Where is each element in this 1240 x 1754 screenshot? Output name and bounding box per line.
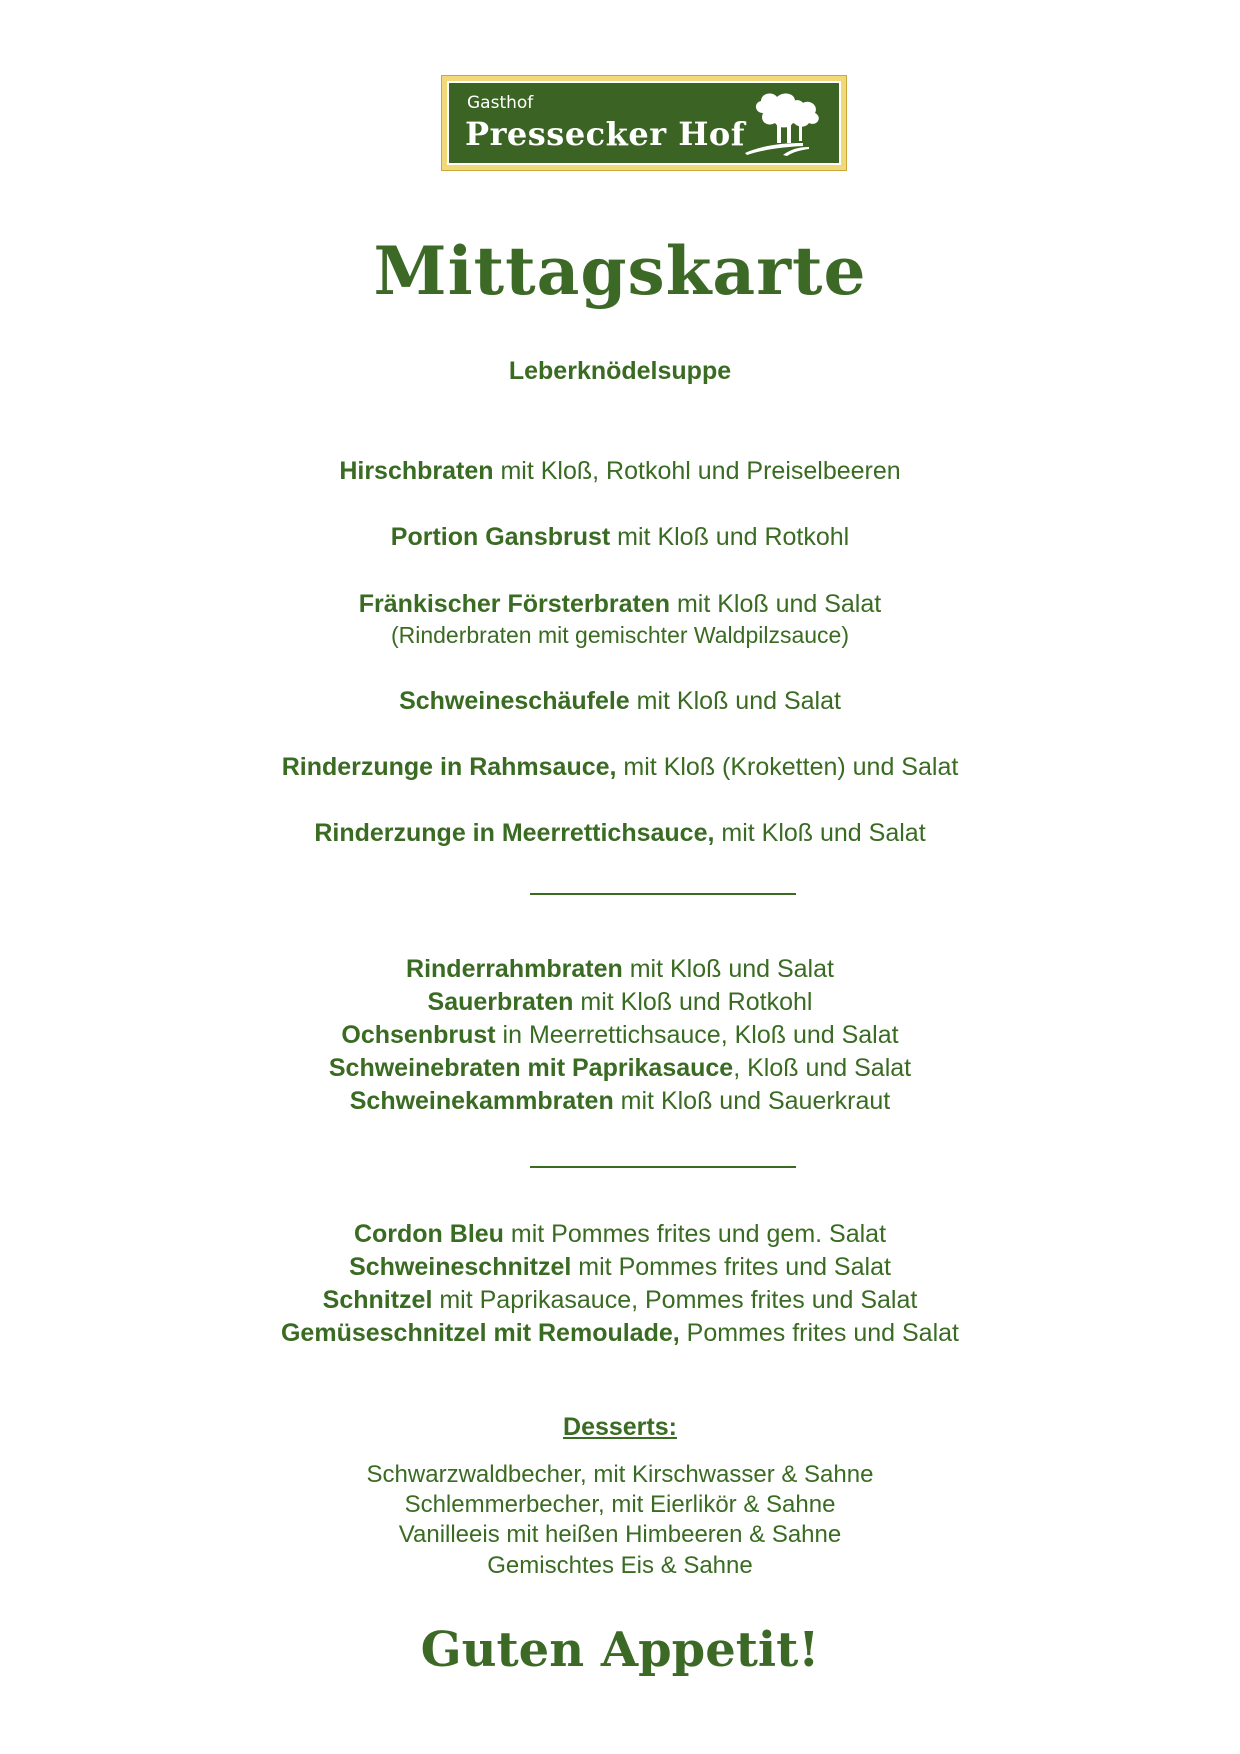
dish-name: Hirschbraten bbox=[339, 457, 494, 485]
page-title: Mittagskarte bbox=[373, 232, 867, 310]
menu-item bbox=[0, 1252, 1240, 1282]
dessert-item: Vanilleeis mit heißen Himbeeren & Sahne bbox=[398, 1521, 842, 1548]
menu-item bbox=[0, 1086, 1240, 1116]
dish-name: Schnitzel bbox=[322, 1286, 433, 1314]
dish-name: Portion Gansbrust bbox=[390, 523, 611, 551]
dish-name: Fränkischer Försterbraten bbox=[358, 590, 670, 618]
dish-name: Cordon Bleu bbox=[353, 1220, 504, 1248]
closing-greeting: Guten Appetit! bbox=[420, 1622, 820, 1678]
logo-panel bbox=[447, 81, 841, 165]
dish-sides: mit Pommes frites und Salat bbox=[571, 1253, 891, 1281]
section-divider bbox=[530, 1166, 796, 1168]
dish-sides: mit Kloß und Salat bbox=[629, 687, 841, 715]
dish-sides: mit Kloß, Rotkohl und Preiselbeeren bbox=[493, 457, 901, 485]
dish-sides: mit Kloß und Salat bbox=[670, 590, 882, 618]
menu-item bbox=[0, 752, 1240, 782]
dish-name: Gemüseschnitzel mit Remoulade, bbox=[280, 1319, 680, 1347]
dish-sides: mit Paprikasauce, Pommes frites und Salat bbox=[432, 1286, 918, 1314]
dish-name: Schweineschnitzel bbox=[349, 1253, 572, 1281]
menu-item bbox=[0, 1285, 1240, 1315]
menu-item bbox=[0, 1318, 1240, 1348]
dish-name: Ochsenbrust bbox=[341, 1021, 496, 1049]
dish-sides: mit Kloß und Rotkohl bbox=[573, 988, 813, 1016]
menu-item bbox=[0, 686, 1240, 716]
menu-item bbox=[0, 818, 1240, 848]
menu-item bbox=[0, 1219, 1240, 1249]
dish-name: Schweinebraten mit Paprikasauce bbox=[328, 1054, 734, 1082]
logo-name: Pressecker Hof bbox=[465, 115, 746, 153]
dish-name: Schweineschäufele bbox=[399, 687, 630, 715]
menu-item bbox=[0, 987, 1240, 1017]
menu-item bbox=[0, 456, 1240, 486]
dish-name: Rinderzunge in Rahmsauce, bbox=[281, 753, 617, 781]
dish-name: Schweinekammbraten bbox=[349, 1087, 614, 1115]
dish-sides: in Meerrettichsauce, Kloß und Salat bbox=[495, 1021, 899, 1049]
menu-item bbox=[0, 589, 1240, 619]
dish-sides: , Kloß und Salat bbox=[733, 1054, 912, 1082]
dish-sides: mit Kloß und Salat bbox=[622, 955, 834, 983]
logo-sign bbox=[441, 75, 847, 171]
dessert-item: Schwarzwaldbecher, mit Kirschwasser & Sahne bbox=[366, 1461, 874, 1488]
dessert-item: Gemischtes Eis & Sahne bbox=[487, 1552, 753, 1579]
logo-small-text: Gasthof bbox=[467, 93, 534, 113]
section-divider bbox=[530, 893, 796, 895]
dish-name: Rinderzunge in Meerrettichsauce, bbox=[314, 819, 715, 847]
dish-note: (Rinderbraten mit gemischter Waldpilzsauce) bbox=[390, 622, 850, 648]
dish-sides: mit Kloß und Rotkohl bbox=[610, 523, 850, 551]
menu-item bbox=[0, 522, 1240, 552]
dish-sides: mit Kloß und Sauerkraut bbox=[613, 1087, 891, 1115]
dish-sides: mit Pommes frites und gem. Salat bbox=[503, 1220, 887, 1248]
dish-sides: Pommes frites und Salat bbox=[679, 1319, 959, 1347]
menu-item bbox=[0, 1020, 1240, 1050]
dish-sides: mit Kloß und Salat bbox=[714, 819, 926, 847]
dessert-item: Schlemmerbecher, mit Eierlikör & Sahne bbox=[404, 1491, 836, 1518]
desserts-heading: Desserts: bbox=[563, 1413, 677, 1441]
dish-name: Rinderrahmbraten bbox=[406, 955, 623, 983]
tree-landscape-icon bbox=[743, 91, 825, 157]
dish-name: Sauerbraten bbox=[427, 988, 574, 1016]
menu-item bbox=[0, 954, 1240, 984]
menu-item bbox=[0, 1053, 1240, 1083]
dish-sides: mit Kloß (Kroketten) und Salat bbox=[616, 753, 959, 781]
soup-item: Leberknödelsuppe bbox=[508, 357, 732, 385]
